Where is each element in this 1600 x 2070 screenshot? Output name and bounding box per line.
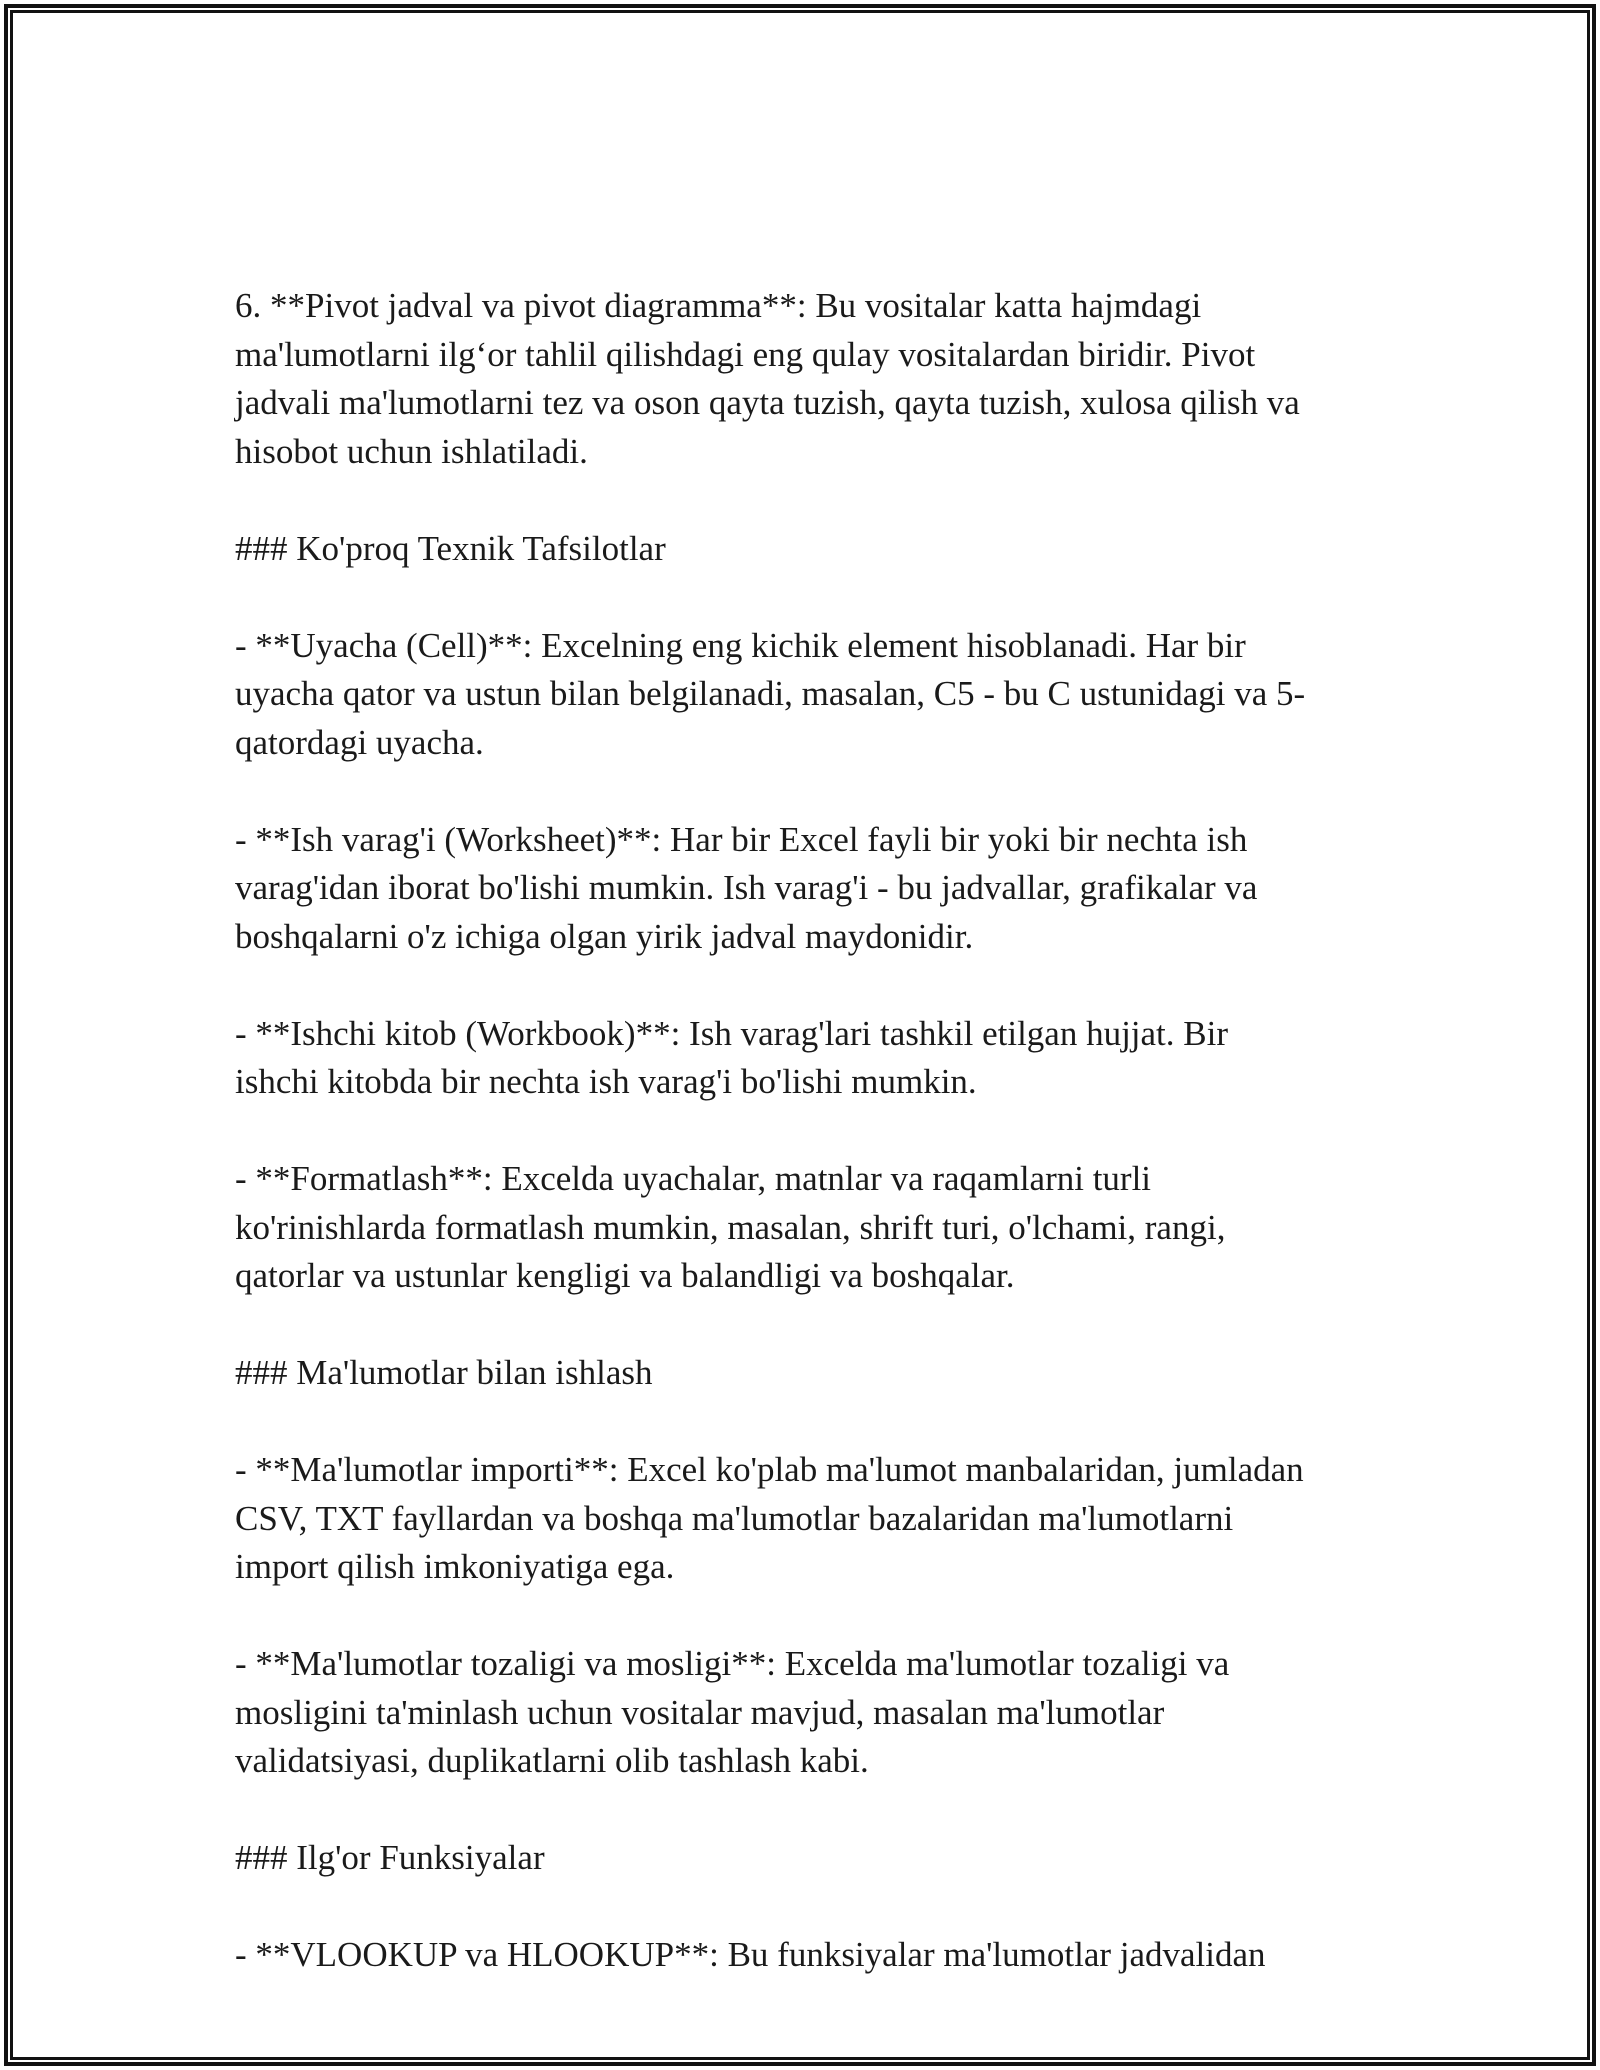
text-line: - **Uyacha (Cell)**: Excelning eng kichik element hisoblanadi. Har bir bbox=[235, 625, 1246, 665]
text-line: - **Ma'lumotlar tozaligi va mosligi**: Excelda ma'lumotlar tozaligi va bbox=[235, 1644, 1230, 1683]
text-line: mosligini ta'minlash uchun vositalar mavjud, masalan ma'lumotlar bbox=[235, 1692, 1165, 1732]
data-import-paragraph bbox=[235, 1446, 1375, 1592]
text-line: qatorlar va ustunlar kengligi va balandligi va boshqalar. bbox=[235, 1256, 1015, 1295]
text-line: - **Ishchi kitob (Workbook)**: Ish varag'lari tashkil etilgan hujjat. Bir bbox=[235, 1013, 1229, 1053]
heading-text: ### Ma'lumotlar bilan ishlash bbox=[235, 1353, 653, 1392]
text-line: 6. **Pivot jadval va pivot diagramma**: Bu vositalar katta hajmdagi bbox=[235, 286, 1202, 325]
heading-text: ### Ilg'or Funksiyalar bbox=[235, 1838, 545, 1877]
formatting-paragraph bbox=[235, 1155, 1375, 1301]
text-line: ishchi kitobda bir nechta ish varag'i bo'lishi mumkin. bbox=[235, 1062, 977, 1101]
heading-text: ### Ko'proq Texnik Tafsilotlar bbox=[235, 528, 666, 568]
workbook-paragraph bbox=[235, 1010, 1375, 1107]
pivot-paragraph bbox=[235, 282, 1375, 476]
data-cleanliness-paragraph bbox=[235, 1640, 1375, 1786]
text-line: CSV, TXT fayllardan va boshqa ma'lumotlar bazalaridan ma'lumotlarni bbox=[235, 1498, 1234, 1538]
cell-paragraph bbox=[235, 622, 1375, 768]
text-line: ma'lumotlarni ilg‘or tahlil qilishdagi eng qulay vositalardan biridir. Pivot bbox=[235, 334, 1256, 374]
text-line: - **Formatlash**: Excelda uyachalar, matnlar va raqamlarni turli bbox=[235, 1159, 1152, 1198]
advanced-functions-heading bbox=[235, 1834, 1375, 1883]
text-line: validatsiyasi, duplikatlarni olib tashlash kabi. bbox=[235, 1741, 869, 1780]
text-line: qatordagi uyacha. bbox=[235, 722, 484, 762]
text-line: boshqalarni o'z ichiga olgan yirik jadval maydonidir. bbox=[235, 916, 974, 956]
technical-details-heading bbox=[235, 525, 1375, 574]
worksheet-paragraph bbox=[235, 816, 1375, 962]
text-line: - **Ish varag'i (Worksheet)**: Har bir Excel fayli bir yoki bir nechta ish bbox=[235, 819, 1248, 859]
text-line: - **VLOOKUP va HLOOKUP**: Bu funksiyalar ma'lumotlar jadvalidan bbox=[235, 1935, 1266, 1974]
text-line: import qilish imkoniyatiga ega. bbox=[235, 1547, 675, 1586]
text-line: uyacha qator va ustun bilan belgilanadi, masalan, C5 - bu C ustunidagi va 5- bbox=[235, 674, 1306, 713]
data-handling-heading bbox=[235, 1349, 1375, 1398]
text-line: ko'rinishlarda formatlash mumkin, masalan, shrift turi, o'lchami, rangi, bbox=[235, 1207, 1226, 1247]
text-line: hisobot uchun ishlatiladi. bbox=[235, 431, 588, 471]
lookup-paragraph bbox=[235, 1931, 1375, 1980]
text-line: - **Ma'lumotlar importi**: Excel ko'plab ma'lumot manbalaridan, jumladan bbox=[235, 1450, 1304, 1489]
text-line: varag'idan iborat bo'lishi mumkin. Ish varag'i - bu jadvallar, grafikalar va bbox=[235, 868, 1258, 907]
document-body bbox=[235, 185, 1375, 2028]
text-line: jadvali ma'lumotlarni tez va oson qayta tuzish, qayta tuzish, xulosa qilish va bbox=[235, 383, 1300, 422]
